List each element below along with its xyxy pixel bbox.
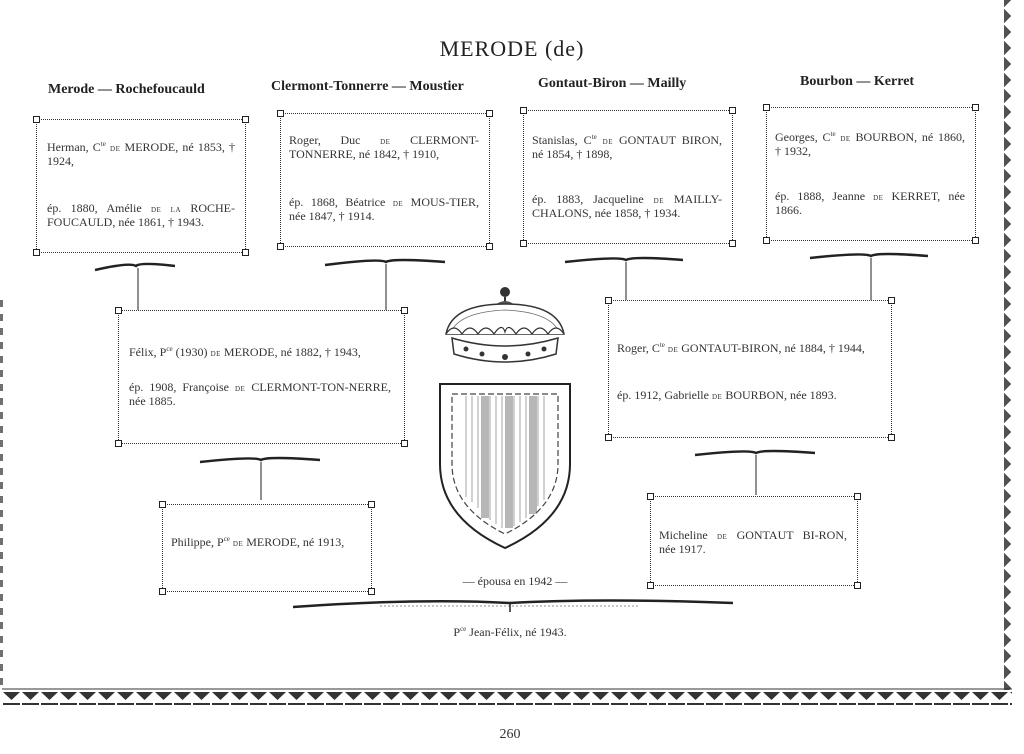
- spouse-name: ép. 1880, Amélie: [47, 201, 142, 215]
- person-name: Micheline: [659, 528, 708, 542]
- brace-bourbon: [810, 254, 928, 258]
- person-name: Philippe, P: [171, 535, 224, 549]
- header-merode-rochefoucauld: Merode — Rochefoucauld: [48, 82, 205, 97]
- box-georges-bourbon: Georges, $C^{te}$ de BOURBON, né 1860, † 1932, ép. 1888, Jeanne de KERRET, née 1866.: [766, 107, 976, 241]
- brace-clermont: [325, 260, 445, 265]
- brace-gontaut: [565, 258, 683, 262]
- person-name: Stanislas, C: [532, 133, 592, 147]
- spouse-name: ép. 1912, Gabrielle: [617, 388, 709, 402]
- spouse-name: ép. 1888, Jeanne: [775, 189, 866, 203]
- brace-felix: [200, 458, 320, 462]
- person-name: Georges, C: [775, 130, 831, 144]
- person-name: Roger, C: [617, 341, 660, 355]
- child-entry: $P^{ce}$ Jean-Félix, né 1943.: [453, 625, 567, 639]
- box-herman-merode: Herman, $C^{te}$ de MERODE, né 1853, † 1924, ép. 1880, Amélie de la ROCHE-FOUCAULD, née 1861, † 1943.: [36, 119, 246, 253]
- header-gontaut-mailly: Gontaut-Biron — Mailly: [538, 76, 687, 91]
- box-felix-merode: Félix, $P^{ce}$ (1930) de MERODE, né 1882, † 1943, ép. 1908, Françoise de CLERMONT-TON-NERRE, née 1885.: [118, 310, 405, 444]
- person-name: Félix, P: [129, 345, 167, 359]
- page-title: MERODE (de): [439, 36, 585, 61]
- page-number: 260: [499, 727, 521, 742]
- box-philippe-merode: Philippe, $P^{ce}$ de MERODE, né 1913,: [162, 504, 372, 592]
- spouse-name: ép. 1908, Françoise: [129, 380, 229, 394]
- box-roger-clermont: Roger, Duc de CLERMONT-TONNERRE, né 1842, † 1910, ép. 1868, Béatrice de MOUS-TIER, née 1847, † 1914.: [280, 113, 490, 247]
- brace-left-top: [95, 264, 175, 270]
- box-micheline-gontaut: Micheline de GONTAUT BI-RON, née 1917.: [650, 496, 858, 586]
- spouse-name: ép. 1883, Jacqueline: [532, 192, 644, 206]
- person-name: Herman, C: [47, 140, 101, 154]
- crowned-shield-icon: [432, 282, 578, 552]
- header-bourbon-kerret: Bourbon — Kerret: [800, 74, 915, 89]
- box-roger-gontaut: Roger, $C^{te}$ de GONTAUT-BIRON, né 1884, † 1944, ép. 1912, Gabrielle de BOURBON, née 1893.: [608, 300, 892, 438]
- spouse-name: ép. 1868, Béatrice: [289, 195, 386, 209]
- marriage-note: — épousa en 1942 —: [462, 574, 568, 588]
- box-stanislas-gontaut: Stanislas, $C^{te}$ de GONTAUT BIRON, né 1854, † 1898, ép. 1883, Jacqueline de MAILLY-CHALONS, née 1858, † 1934.: [523, 110, 733, 244]
- person-name: Roger, Duc: [289, 133, 361, 147]
- brace-roger: [695, 451, 815, 455]
- header-clermont-moustier: Clermont-Tonnerre — Moustier: [271, 79, 464, 94]
